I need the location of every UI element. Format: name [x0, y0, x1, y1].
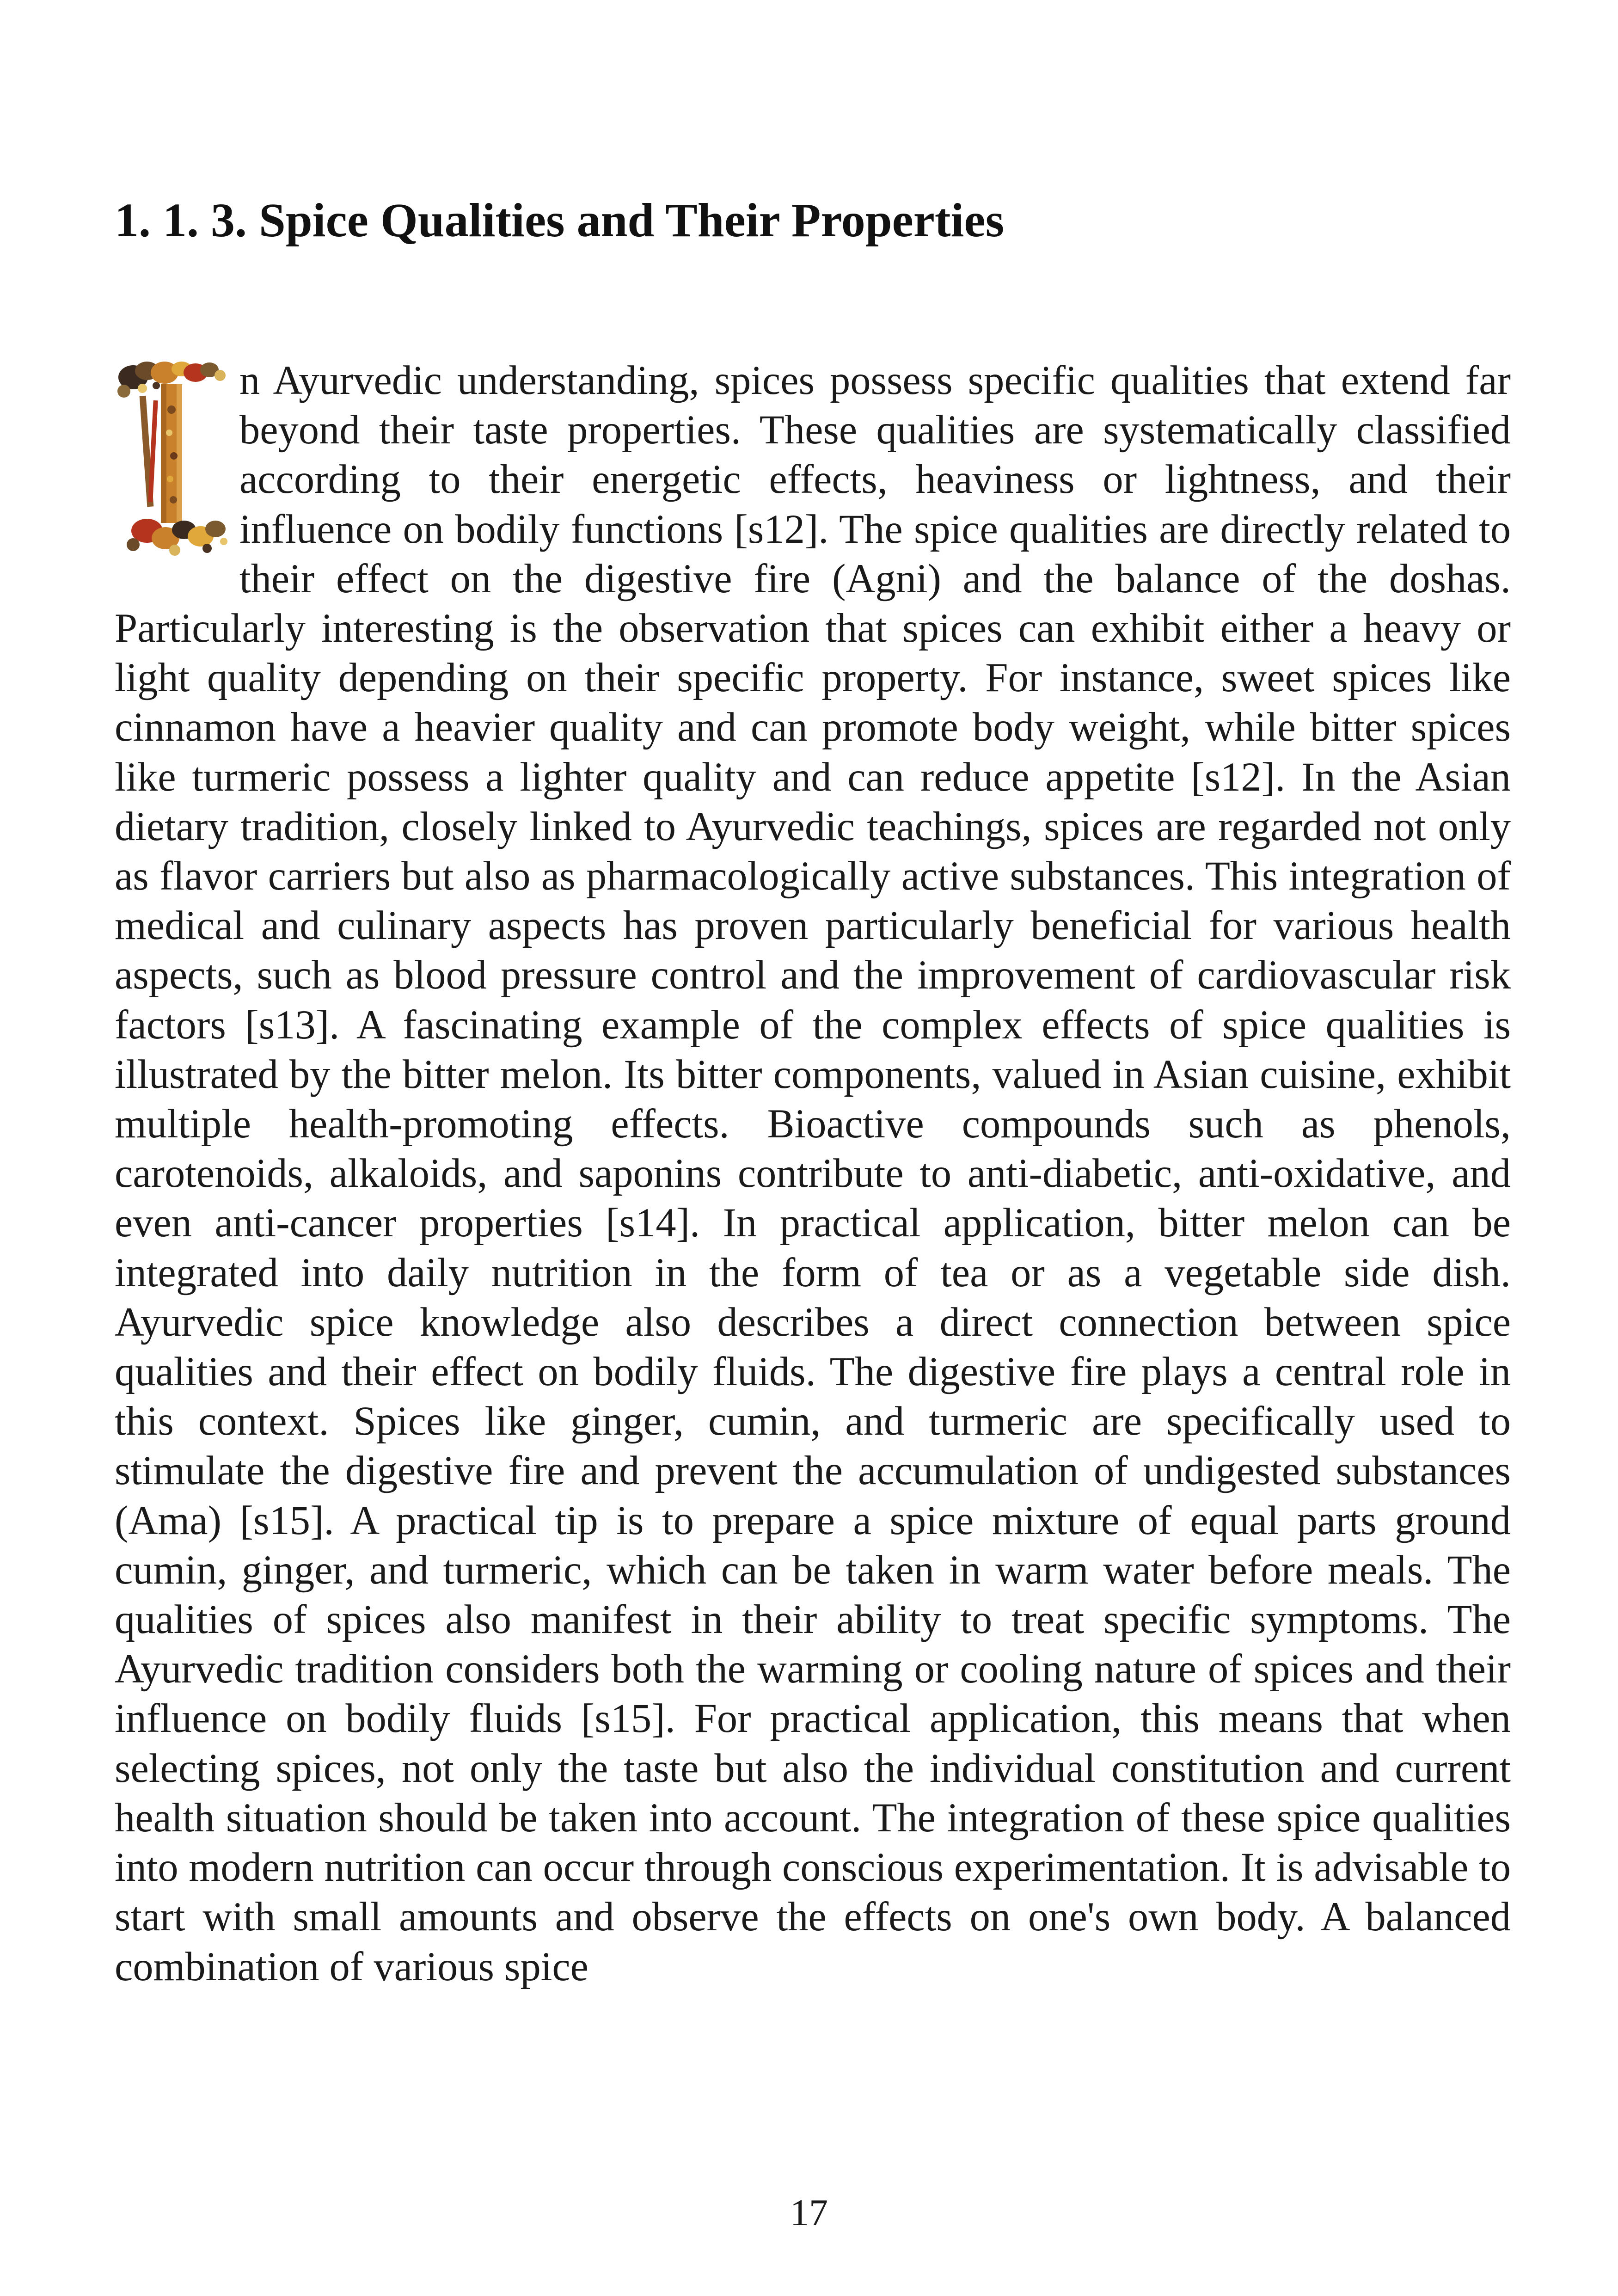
page-number: 17 [790, 2192, 828, 2234]
spice-dropcap-icon [115, 359, 228, 558]
paragraph-text: n Ayurvedic understanding, spices possess specific qualities that extend far beyond their taste properties. These qualities are systematically classified according to their energetic effects, heaviness or lightness, and their influence on bodily functions [s12]. The spice qualities are directly related to their effect on the digestive fire (Agni) and the balance of the doshas. Particularly interesting is the observation that spices can exhibit either a heavy or light quality depending on their specific property. For instance, sweet spices like cinnamon have a heavier quality and can promote body weight, while bitter spices like turmeric possess a lighter quality and can reduce appetite [s12]. In the Asian dietary tradition, closely linked to Ayurvedic teachings, spices are regarded not only as flavor carriers but also as pharmacologically active substances. This integration of medical and culinary aspects has proven particularly beneficial for various health aspects, such as blood pressure control and the improvement of cardiovascular risk factors [s13]. A fascinating example of the complex effects of spice qualities is illustrated by the bitter melon. Its bitter components, valued in Asian cuisine, exhibit multiple health-promoting effects. Bioactive compounds such as phenols, carotenoids, alkaloids, and saponins contribute to anti-diabetic, anti-oxidative, and even anti-cancer properties [s14]. In practical application, bitter melon can be integrated into daily nutrition in the form of tea or as a vegetable side dish. Ayurvedic spice knowledge also describes a direct connection between spice qualities and their effect on bodily fluids. The digestive fire plays a central role in this context. Spices like ginger, cumin, and turmeric are specifically used to stimulate the digestive fire and prevent the accumulation of undigested substances (Ama) [s15]. A practical tip is to prepare a spice mixture of equal parts ground cumin, ginger, and turmeric, which can be taken in warm water before meals. The qualities of spices also manifest in their ability to treat specific symptoms. The Ayurvedic tradition considers both the warming or cooling nature of spices and their influence on bodily fluids [s15]. For practical application, this means that when selecting spices, not only the taste but also the individual constitution and current health situation should be taken into account. The integration of these spice qualities into modern nutrition can occur through conscious experimentation. It is advisable to start with small amounts and observe the effects on one's own body. A balanced combination of various spice [115, 358, 1511, 1989]
body-paragraph [115, 356, 1511, 1992]
section-heading: 1. 1. 3. Spice Qualities and Their Properties [115, 194, 1005, 247]
